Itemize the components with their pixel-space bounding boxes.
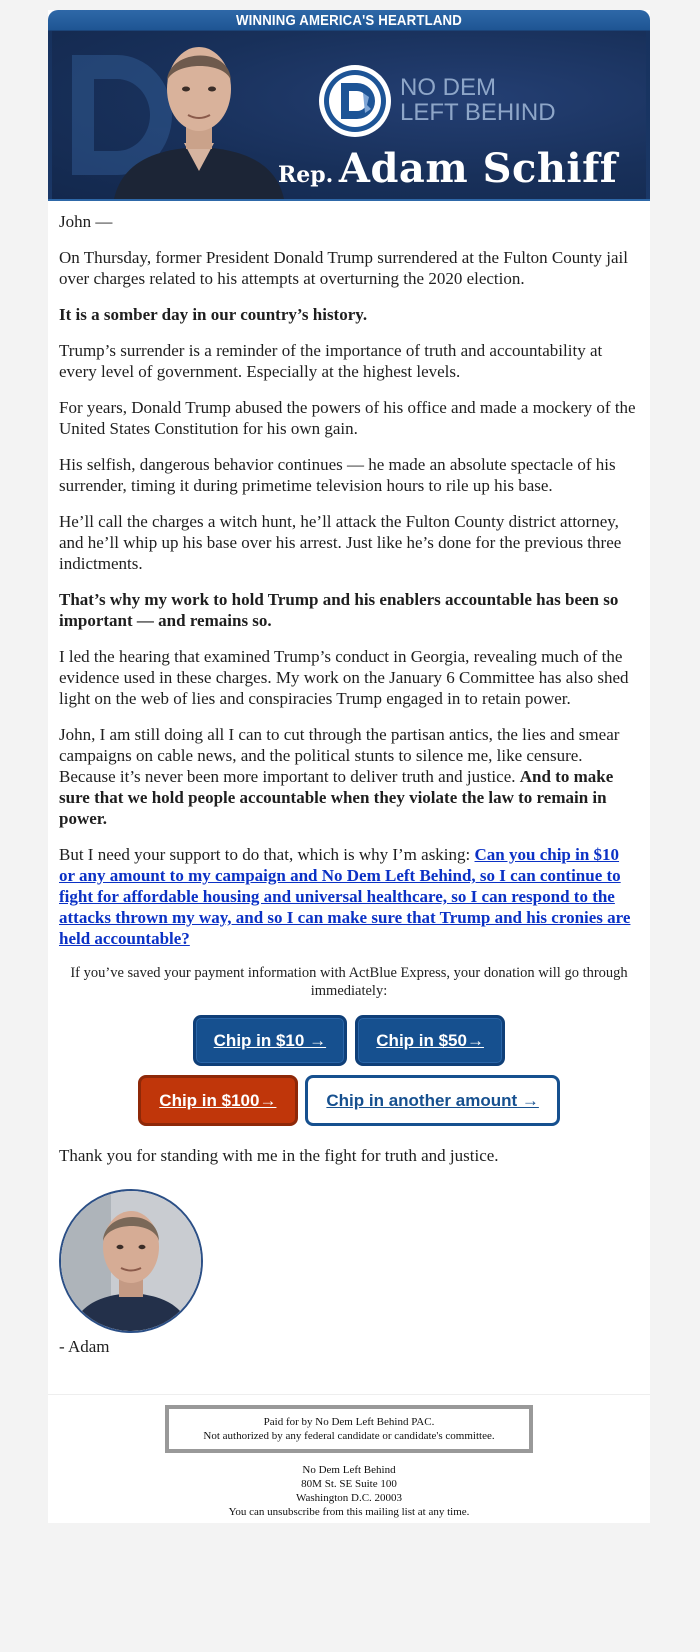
donation-ask-link[interactable]: Can you chip in $10 or any amount to my campaign and No Dem Left Behind, so I can continue to fight for affordable housing and universal healthcare, so I can respond to the attacks thrown my way, and so I can make sure that Trump and his cronies are held accountable?	[59, 845, 631, 948]
candidate-portrait	[114, 31, 284, 199]
email-body	[48, 201, 650, 1379]
paragraph-8: I led the hearing that examined Trump’s conduct in Georgia, revealing much of the evidence used in these charges. My work on the January 6 Committee has also shed light on the web of lies and conspiracies Trump engaged in to retain power.	[59, 647, 629, 708]
donation-buttons-row-2	[59, 1075, 639, 1126]
paragraph-9-bold: And to make sure that we hold people accountable when they violate the law to remain in power.	[59, 767, 614, 828]
paragraph-9	[59, 724, 639, 829]
email-container	[48, 10, 650, 1523]
mailing-address	[48, 1463, 650, 1523]
chip-in-10-button[interactable]: Chip in $10 →	[193, 1015, 347, 1066]
paragraph-1: On Thursday, former President Donald Trump surrendered at the Fulton County jail over charges related to his attempts at overturning the 2020 election.	[59, 248, 628, 288]
greeting: John —	[59, 212, 113, 231]
chip-in-other-amount-button[interactable]: Chip in another amount →	[305, 1075, 560, 1126]
paragraph-2-bold: It is a somber day in our country’s history.	[59, 305, 368, 324]
unsubscribe-note: You can unsubscribe from this mailing list at any time.	[228, 1506, 470, 1518]
city-state-zip: Washington D.C. 20003	[295, 1492, 403, 1504]
banner-body	[52, 31, 646, 199]
header-banner	[48, 10, 650, 201]
chip-in-100-button[interactable]: Chip in $100→	[138, 1075, 298, 1126]
email-footer	[48, 1394, 650, 1523]
paragraph-6: He’ll call the charges a witch hunt, he’ll attack the Fulton County district attorney, and he’ll whip up his base over his arrest. Just like he’s done for the previous three indictments.	[59, 512, 622, 573]
paid-for-line: Paid for by No Dem Left Behind PAC.	[263, 1416, 435, 1428]
org-name: No Dem Left Behind	[302, 1464, 396, 1476]
logo-line-2: LEFT BEHIND	[400, 99, 556, 126]
street-address: 80M St. SE Suite 100	[301, 1478, 397, 1490]
paragraph-5: His selfish, dangerous behavior continues — he made an absolute spectacle of his surrender, timing it during primetime television hours to rile up his base.	[59, 455, 616, 495]
rep-prefix: Rep.	[278, 162, 334, 188]
paid-for-disclaimer	[165, 1405, 533, 1453]
actblue-express-note: If you’ve saved your payment information with ActBlue Express, your donation will go through immediately:	[70, 965, 628, 999]
signoff: - Adam	[59, 1337, 110, 1356]
signature-portrait	[61, 1191, 201, 1331]
no-dem-left-behind-logo-icon	[317, 63, 393, 139]
logo-line-1: NO DEM	[400, 74, 496, 101]
banner-bottom-border	[48, 199, 650, 201]
not-authorized-line: Not authorized by any federal candidate or candidate's committee.	[203, 1430, 495, 1442]
banner-tagline: WINNING AMERICA'S HEARTLAND	[236, 12, 462, 29]
signature-avatar	[59, 1189, 203, 1333]
thank-you-line: Thank you for standing with me in the fight for truth and justice.	[59, 1146, 499, 1165]
rep-name-title	[278, 145, 618, 192]
paragraph-10	[59, 844, 639, 949]
logo-wordmark	[400, 75, 556, 125]
paragraph-3: Trump’s surrender is a reminder of the importance of truth and accountability at every level of government. Especially at the highest levels.	[59, 341, 603, 381]
paragraph-9-text: John, I am still doing all I can to cut through the partisan antics, the lies and smear campaigns on cable news, and the political stunts to silence me, like censure. Because it’s never been more important to deliver truth and justice.	[59, 725, 620, 786]
donation-buttons-row-1	[59, 1015, 639, 1066]
paragraph-4: For years, Donald Trump abused the powers of his office and made a mockery of the United States Constitution for his own gain.	[59, 398, 636, 438]
paragraph-7-bold: That’s why my work to hold Trump and his enablers accountable has been so important — and remains so.	[59, 590, 619, 630]
paragraph-10-text: But I need your support to do that, which is why I’m asking:	[59, 845, 475, 864]
chip-in-50-button[interactable]: Chip in $50→	[355, 1015, 505, 1066]
rep-name: Adam Schiff	[338, 145, 618, 192]
